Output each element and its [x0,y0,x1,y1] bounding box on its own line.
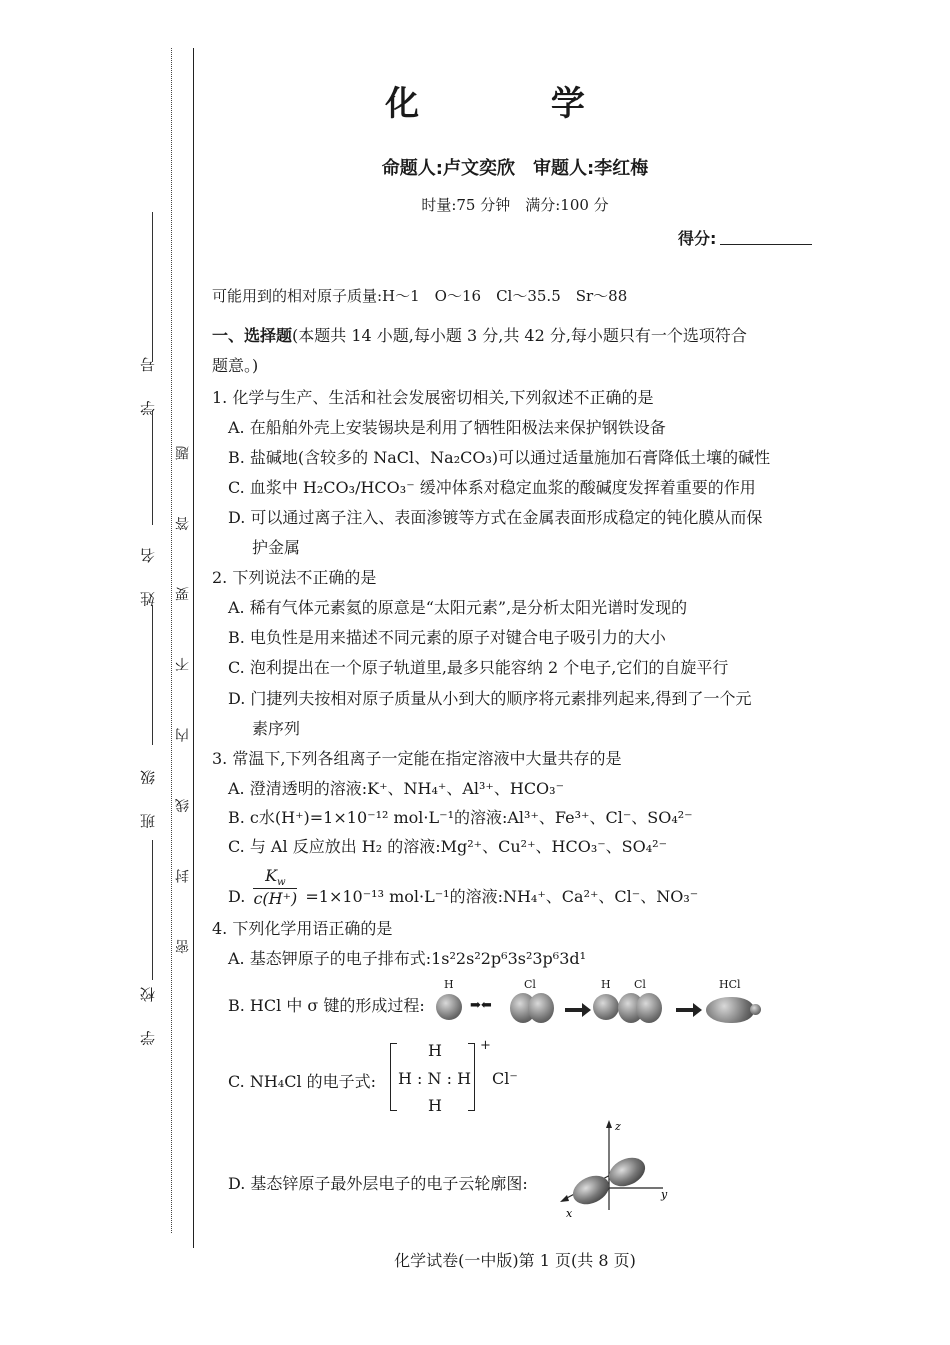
q3-d-denominator: c(H⁺) [253,889,298,909]
q1-option-b[interactable]: B. 盐碱地(含较多的 NaCl、Na₂CO₃)可以通过适量施加石膏降低土壤的碱性 [228,448,771,467]
h-orbital-2 [593,994,619,1020]
authors: 命题人:卢文奕欣 审题人:李红梅 [381,158,649,179]
section-desc: (本题共 14 小题,每小题 3 分,共 42 分,每小题只有一个选项符合 [292,326,747,345]
time-and-score: 时量:75 分钟 满分:100 分 [421,196,609,214]
q3-stem: 3. 常温下,下列各组离子一定能在指定溶液中大量共存的是 [212,749,622,768]
orbital-contour-diagram [555,1118,680,1223]
q4-option-d[interactable]: D. 基态锌原子最外层电子的电子云轮廓图: [228,1174,528,1193]
q3-option-a[interactable]: A. 澄清透明的溶液:K⁺、NH₄⁺、Al³⁺、HCO₃⁻ [228,779,565,798]
q1-option-a[interactable]: A. 在船舶外壳上安装锡块是利用了牺牲阳极法来保护钢铁设备 [228,418,666,437]
q3-option-b[interactable]: B. c水(H⁺)=1×10⁻¹² mol·L⁻¹的溶液:Al³⁺、Fe³⁺、Cl⁻、SO₄²⁻ [228,808,693,827]
school-label: 学 校 [139,975,157,1046]
q3-d-prefix: D. [228,886,246,906]
q1-option-c[interactable]: C. 血浆中 H₂CO₃/HCO₃⁻ 缓冲体系对稳定血浆的酸碱度发挥着重要的作用 [228,478,756,497]
seal-dotted-line [171,48,172,1233]
q3-d-fraction [253,866,297,908]
score-input[interactable] [720,244,812,245]
arrow-1 [565,1008,583,1012]
diagram-label-cl2: Cl [634,978,646,991]
binding-line [193,48,194,1248]
hcl-orbital [706,997,754,1023]
nh4-h-bottom: H [428,1096,442,1115]
school-blank [152,840,153,980]
axis-label-z: z [615,1120,621,1133]
class-blank [152,605,153,745]
q1-option-d[interactable]: D. 可以通过离子注入、表面渗镀等方式在金属表面形成稳定的钝化膜从而保 [228,508,763,527]
arrow-2 [676,1008,694,1012]
diagram-label-h2: H [601,978,611,991]
page-title: 化 学 [385,84,645,124]
page-footer: 化学试卷(一中版)第 1 页(共 8 页) [394,1251,636,1270]
score-label: 得分: [678,229,717,248]
chloride-ion: Cl⁻ [492,1069,518,1088]
section-title: 一、选择题 [212,326,293,345]
q3-d-kw: K [265,866,278,885]
q4-option-b[interactable]: B. HCl 中 σ 键的形成过程: [228,996,425,1015]
q3-d-rest: =1×10⁻¹³ mol·L⁻¹的溶液:NH₄⁺、Ca²⁺、Cl⁻、NO₃⁻ [305,886,699,906]
orbital-lobe-upper [604,1152,649,1192]
diagram-label-h1: H [444,978,454,991]
diagram-label-cl1: Cl [524,978,536,991]
section-heading [212,323,747,346]
q2-option-a[interactable]: A. 稀有气体元素氦的原意是“太阳元素”,是分析太阳光谱时发现的 [228,598,688,617]
section-heading-cont: 题意。) [212,356,259,375]
axis-label-x: x [566,1207,573,1220]
x-arrowhead [560,1195,569,1202]
class-label: 班 级 [139,758,157,829]
approach-arrows: ➡⬅ [470,998,492,1013]
q1-option-d-cont: 护金属 [252,538,301,557]
q3-option-c[interactable]: C. 与 Al 反应放出 H₂ 的溶液:Mg²⁺、Cu²⁺、HCO₃⁻、SO₄²⁻ [228,837,668,856]
nh4-middle: H : N : H [398,1069,472,1088]
q2-option-d-cont: 素序列 [252,719,301,738]
hcl-h-end [750,1004,761,1015]
q4-option-a[interactable]: A. 基态钾原子的电子排布式:1s²2s²2p⁶3s²3p⁶3d¹ [228,949,587,968]
q2-option-d[interactable]: D. 门捷列夫按相对原子质量从小到大的顺序将元素排列起来,得到了一个元 [228,689,752,708]
h-orbital-1 [436,994,462,1020]
q1-stem: 1. 化学与生产、生活和社会发展密切相关,下列叙述不正确的是 [212,388,654,407]
left-bracket [390,1043,397,1111]
name-label: 姓 名 [139,536,157,607]
cl-orbital-lobe-2 [528,993,554,1023]
q3-d-kw-sub: w [277,877,286,889]
seal-warning: 密 封 线 内 不 要 答 题 [175,420,191,954]
q2-option-c[interactable]: C. 泡利提出在一个原子轨道里,最多只能容纳 2 个电子,它们的自旋平行 [228,658,729,677]
q2-option-b[interactable]: B. 电负性是用来描述不同元素的原子对键合电子吸引力的大小 [228,628,666,647]
name-blank [152,410,153,525]
axis-label-y: y [661,1188,668,1201]
cl-orbital-lobe-4 [636,993,662,1023]
atomic-masses: 可能用到的相对原子质量:H～1 O～16 Cl～35.5 Sr～88 [212,287,628,305]
q3-option-d[interactable] [228,866,698,908]
student-no-blank [152,212,153,362]
q4-stem: 4. 下列化学用语正确的是 [212,919,393,938]
right-bracket [468,1043,475,1111]
nh4-h-top: H [428,1041,442,1060]
q4-option-c[interactable]: C. NH₄Cl 的电子式: [228,1072,377,1091]
diagram-label-hcl: HCl [719,978,741,991]
z-arrowhead [606,1120,612,1128]
student-no-label: 学 号 [139,345,157,416]
nh4-charge: + [480,1038,491,1053]
q2-stem: 2. 下列说法不正确的是 [212,568,377,587]
